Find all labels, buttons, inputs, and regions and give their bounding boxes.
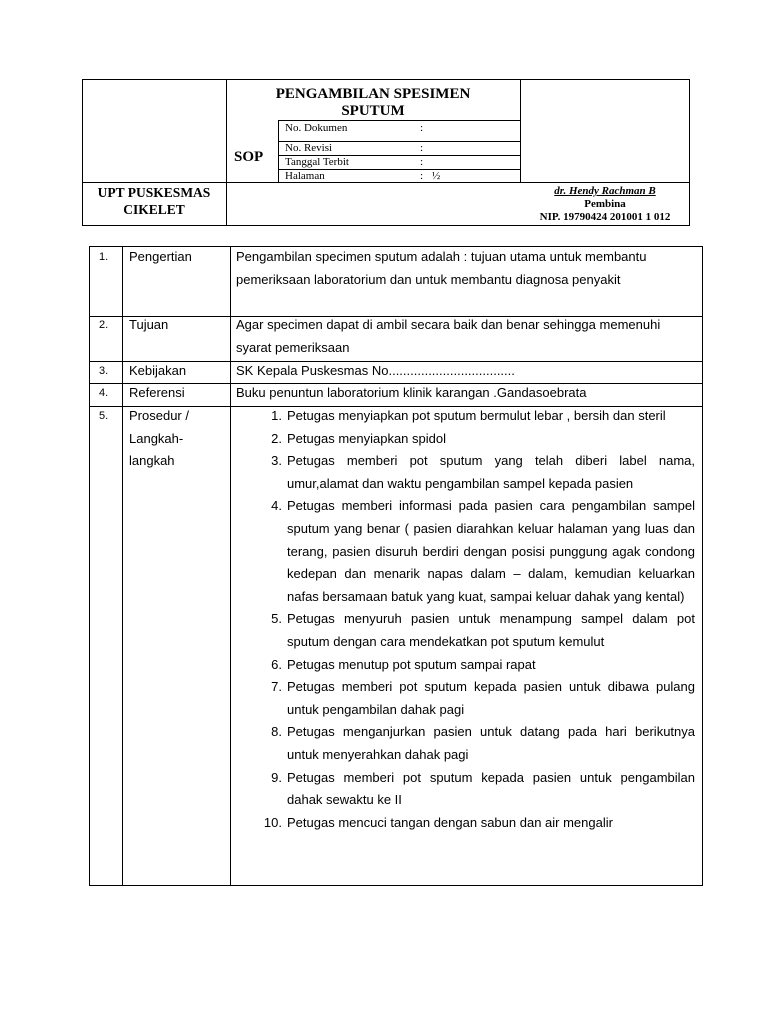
signer-block [520,185,690,224]
row-label: Prosedur / Langkah-langkah [129,408,189,469]
row-label: Kebijakan [129,363,187,378]
step-text: Petugas memberi pot sputum kepada pasien untuk pengambilan dahak sewaktu ke II [287,769,695,808]
sop-label: SOP [234,149,264,165]
row-number: 1. [99,251,109,263]
row-content: Pengambilan specimen sputum adalah : tujuan utama untuk membantu pemeriksaan laboratorium dan untuk membantu diagnosa penyakit [236,249,647,287]
meta-label: Tanggal Terbit [285,156,349,168]
row-label: Pengertian [129,249,192,264]
meta-sep: : [420,122,424,134]
list-item [255,721,695,766]
document-title [226,86,520,120]
row-number: 5. [99,410,109,422]
divider [520,79,521,182]
row-label: Tujuan [129,317,169,332]
step-number: 2. [271,430,282,446]
step-number: 1. [271,408,282,423]
org-line-2: CIKELET [123,202,185,217]
step-number: 7. [271,679,282,695]
step-number: 3. [271,453,282,469]
step-text: Petugas menyiapkan spidol [287,430,446,446]
step-number: 4. [271,498,282,514]
step-number: 6. [271,656,282,672]
table-row [89,360,703,382]
step-number: 5. [271,611,282,627]
signer-rank: Pembina [584,198,626,210]
meta-label: No. Revisi [285,142,333,154]
step-text: Petugas menyiapkan pot sputum bermulut lebar , bersih dan steril [287,408,666,423]
meta-sep: : [420,170,424,182]
meta-row-revisi [285,142,517,155]
table-row [89,405,703,885]
signer-name: dr. Hendy Rachman B [554,185,656,197]
step-text: Petugas menutup pot sputum sampai rapat [287,656,536,672]
table-row [89,382,703,405]
table-row [89,246,703,316]
procedure-steps [255,405,695,834]
meta-value: ½ [432,170,441,182]
step-text: Petugas memberi informasi pada pasien cara pengambilan sampel sputum yang benar ( pasien diarahkan keluar halaman yang luas dan terang, pasien disuruh berdiri dengan posisi punggung agak condong kedepan dan menarik napas dalam – dalam, kemudian keluarkan nafas bersamaan batuk yang kuat, sampai keluar dahak yang kental) [287,498,695,604]
list-item [255,654,695,677]
meta-sep: : [420,142,424,154]
list-item [255,428,695,451]
row-content: Buku penuntun laboratorium klinik karangan .Gandasoebrata [236,385,587,400]
step-text: Petugas menyuruh pasien untuk menampung sampel dalam pot sputum dengan cara mendekatkan pot sputum kemulut [287,611,695,649]
org-line-1: UPT PUSKESMAS [97,185,211,200]
list-item [255,405,695,428]
row-content: SK Kepala Puskesmas No................................... [236,363,515,378]
list-item [255,495,695,608]
list-item [255,812,695,835]
list-item [255,767,695,812]
meta-row-halaman [285,170,517,183]
list-item [255,676,695,721]
row-content: Agar specimen dapat di ambil secara baik dan benar sehingga memenuhi syarat pemeriksaan [236,317,661,355]
row-number: 2. [99,319,109,331]
row-number: 4. [99,387,109,399]
title-line-2: SPUTUM [341,103,405,119]
row-label: Referensi [129,385,185,400]
meta-label: No. Dokumen [285,122,348,134]
list-item [255,608,695,653]
divider [278,120,279,182]
list-item [255,450,695,495]
step-text: Petugas menganjurkan pasien untuk datang pada hari berikutnya untuk menyerahkan dahak pagi [287,724,695,762]
step-number: 9. [271,769,282,785]
table-row [89,314,703,360]
title-line-1: PENGAMBILAN SPESIMEN [275,86,471,102]
step-text: Petugas memberi pot sputum kepada pasien untuk dibawa pulang untuk pengambilan dahak pagi [287,679,695,717]
step-number: 8. [271,724,282,740]
divider [278,120,520,121]
step-text: Petugas mencuci tangan dengan sabun dan air mengalir [287,814,613,830]
step-text: Petugas memberi pot sputum yang telah diberi label nama, umur,alamat dan waktu pengambilan sampel kepada pasien [287,453,695,491]
meta-sep: : [420,156,424,168]
meta-row-dokumen [285,122,517,135]
signer-nip: NIP. 19790424 201001 1 012 [539,211,671,223]
row-number: 3. [99,365,109,377]
meta-label: Halaman [285,170,325,182]
meta-row-tanggal [285,156,517,169]
organization-name [82,184,226,218]
step-number: 10. [263,814,282,830]
